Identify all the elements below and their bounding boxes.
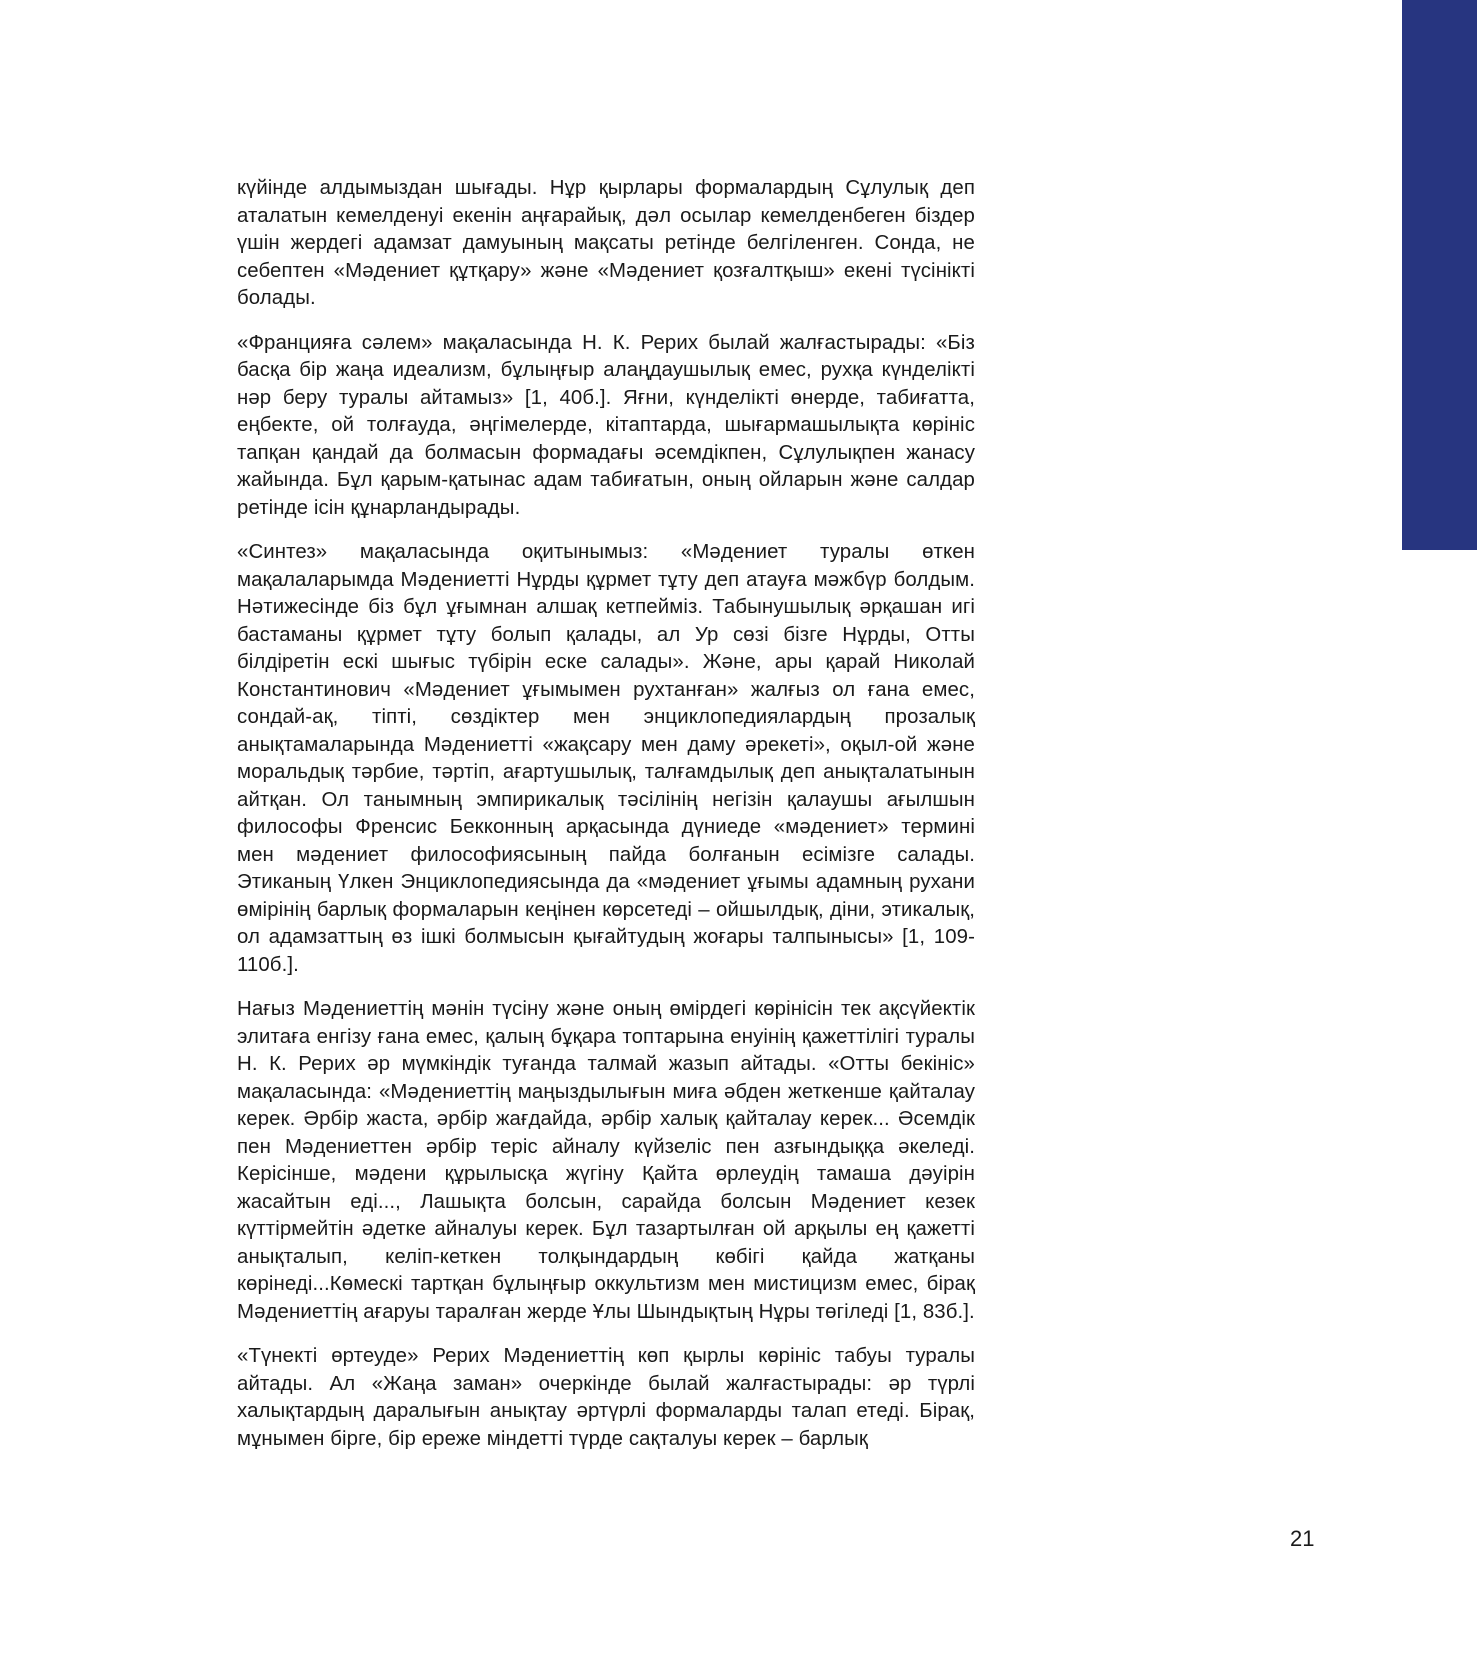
paragraph-1: күйінде алдымыздан шығады. Нұр қырлары формалардың Сұлулық деп аталатын кемелденуі екенін аңғарайық, дәл осылар кемелденбеген біздер үшін жердегі адамзат дамуының мақсаты ретінде белгіленген. Сонда, не себептен «Мәдениет құтқару» және «Мәдениет қозғалтқыш» екені түсінікті болады. [237,177,975,309]
paragraph-3: «Синтез» мақаласында оқитынымыз: «Мәдениет туралы өткен мақалаларымда Мәдениетті Нұрды құрмет тұту деп атауға мәжбүр болдым. Нәтижесінде біз бұл ұғымнан алшақ кетпейміз. Табынушылық әрқашан игі бастаманы құрмет тұту болып қалады, ал Ур сөзі бізге Нұрды, Отты білдіретін ескі шығыс түбірін еске салады». Және, ары қарай Николай Константинович «Мәдениет ұғымымен рухтанған» жалғыз ол ғана емес, сондай-ақ, тіпті, сөздіктер мен энциклопедиялардың прозалық анықтамаларында Мәдениетті «жақсару мен даму әрекеті», оқыл-ой және моральдық тәрбие, тәртіп, ағартушылық, талғамдылық деп анықталатынын айтқан. Ол танымның эмпирикалық тәсілінің негізін қалаушы ағылшын философы Френсис Бекконның арқасында дүниеде «мәдениет» терминi мен мәдениет философиясының пайда болғанын есімізге салады. Этиканың Үлкен Энциклопедиясында да «мәдениет ұғымы адамның рухани өмірінің барлық формаларын кеңінен көрсетеді – ойшылдық, діни, этикалық, ол адамзаттың өз ішкі болмысын қығайтудың жоғары талпынысы» [1, 109-110б.]. [237,541,975,976]
page-number: 21 [1290,1526,1315,1551]
paragraph-5: «Түнекті өртеуде» Рерих Мәдениеттің көп қырлы көрініс табуы туралы айтады. Ал «Жаңа заман» очеркінде былай жалғастырады: әр түрлі халықтардың даралығын анықтау әртүрлі формаларды талап етеді. Бірақ, мұнымен бірге, бір ереже міндетті түрде сақталуы керек – барлық [237,1345,975,1450]
body-text-column [237,175,975,1470]
paragraph-4: Нағыз Мәдениеттің мәнін түсіну және оның өмірдегі көрінісін тек ақсүйектік элитаға енгізу ғана емес, қалың бұқара топтарына енуінің қажеттілігі туралы Н. К. Рерих әр мүмкіндік туғанда талмай жазып айтады. «Отты бекініс» мақаласында: «Мәдениеттің маңыздылығын миға әбден жеткенше қайталау керек. Әрбір жаста, әрбір жағдайда, әрбір халық қайталау керек... Әсемдік пен Мәдениеттен әрбір теріс айналу күйзеліс пен азғындыққа әкеледі. Керісінше, мәдени құрылысқа жүгіну Қайта өрлеудің тамаша дәуірін жасайтын еді..., Лашықта болсын, сарайда болсын Мәдениет кезек күттірмейтін әдетке айналуы керек. Бұл тазартылған ой арқылы ең қажетті анықталып, келіп-кеткен толқындардың көбігі қайда жатқаны көрінеді...Көмескі тартқан бұлыңғыр оккультизм мен мистицизм емес, бірақ Мәдениеттің ағаруы таралған жерде Ұлы Шындықтың Нұры төгіледі [1, 83б.]. [237,998,975,1323]
side-color-tab [1402,0,1477,550]
paragraph-2: «Францияға сәлем» мақаласында Н. К. Рерих былай жалғастырады: «Біз басқа бір жаңа идеализм, бұлыңғыр алаңдаушылық емес, рухқа күнделікті нәр беру туралы айтамыз» [1, 40б.]. Яғни, күнделікті өнерде, табиғатта, еңбекте, ой толғауда, әңгімелерде, кітаптарда, шығармашылықта көрініс тапқан қандай да болмасын формадағы әсемдікпен, Сұлулықпен жанасу жайында. Бұл қарым-қатынас адам табиғатын, оның ойларын және салдар ретінде ісін құнарландырады. [237,331,975,519]
